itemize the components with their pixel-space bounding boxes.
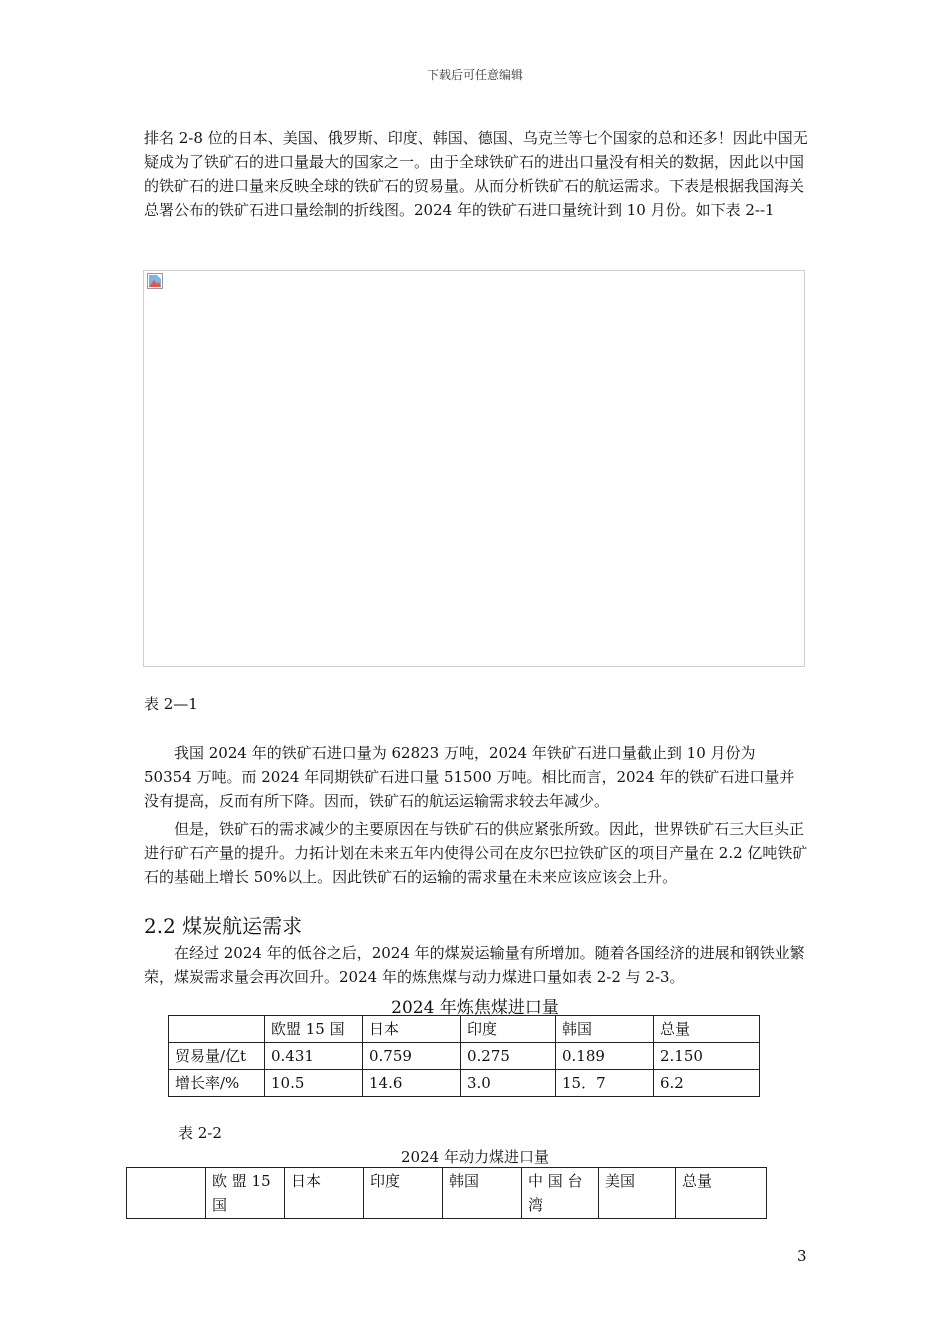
table-cell: 0.275 bbox=[461, 1043, 556, 1070]
table-cell: 15．7 bbox=[556, 1070, 654, 1097]
table-cell: 增长率/% bbox=[169, 1070, 265, 1097]
table-cell: 2.150 bbox=[654, 1043, 760, 1070]
section-heading: 2.2 煤炭航运需求 bbox=[144, 914, 303, 938]
table-row bbox=[169, 1070, 760, 1097]
table-cell: 3.0 bbox=[461, 1070, 556, 1097]
page-number: 3 bbox=[797, 1247, 807, 1265]
table-header-cell: 总量 bbox=[676, 1168, 767, 1219]
page-header: 下载后可任意编辑 bbox=[426, 68, 523, 82]
table-cell: 0.189 bbox=[556, 1043, 654, 1070]
thermal-coal-table bbox=[126, 1167, 767, 1219]
table-header-cell: 韩国 bbox=[556, 1016, 654, 1043]
table-header-cell: 欧 盟 15 国 bbox=[206, 1168, 285, 1219]
paragraph-supply: 但是，铁矿石的需求减少的主要原因在与铁矿石的供应紧张所致。因此，世界铁矿石三大巨头正进行矿石产量的提升。力拓计划在未来五年内使得公司在皮尔巴拉铁矿区的项目产量在 2.2 亿吨铁矿石的基础上增长 50%以上。因此铁矿石的运输的需求量在未来应该应该会上升。 bbox=[144, 820, 808, 886]
table2-title: 2024 年动力煤进口量 bbox=[401, 1148, 549, 1166]
paragraph-import-volume: 我国 2024 年的铁矿石进口量为 62823 万吨，2024 年铁矿石进口量截止到 10 月份为 50354 万吨。而 2024 年同期铁矿石进口量 51500 万吨。相比而言，2024 年的铁矿石进口量并没有提高，反而有所下降。因而，铁矿石的航运运输需求较去年减少。 bbox=[144, 744, 795, 810]
paragraph-iron-ore-import: 排名 2-8 位的日本、美国、俄罗斯、印度、韩国、德国、乌克兰等七个国家的总和还多！因此中国无疑成为了铁矿石的进口量最大的国家之一。由于全球铁矿石的进出口量没有相关的数据，因此以中国的铁矿石的进口量来反映全球的铁矿石的贸易量。从而分析铁矿石的航运需求。下表是根据我国海关总署公布的铁矿石进口量绘制的折线图。2024 年的铁矿石进口量统计到 10 月份。如下表 2--1 bbox=[144, 129, 808, 219]
table-header-cell: 印度 bbox=[461, 1016, 556, 1043]
table-cell: 0.431 bbox=[265, 1043, 363, 1070]
table-cell: 6.2 bbox=[654, 1070, 760, 1097]
table1-title: 2024 年炼焦煤进口量 bbox=[391, 998, 559, 1018]
table-header-cell bbox=[169, 1016, 265, 1043]
table-header-cell: 中 国 台 湾 bbox=[522, 1168, 599, 1219]
table-header-row bbox=[127, 1168, 767, 1219]
table-header-cell: 美国 bbox=[599, 1168, 676, 1219]
table-cell: 10.5 bbox=[265, 1070, 363, 1097]
table-row bbox=[169, 1043, 760, 1070]
table-cell: 14.6 bbox=[363, 1070, 461, 1097]
table-cell: 0.759 bbox=[363, 1043, 461, 1070]
table1-caption: 表 2-2 bbox=[178, 1124, 222, 1142]
chart-image-placeholder bbox=[143, 270, 805, 667]
table-header-cell: 日本 bbox=[363, 1016, 461, 1043]
table-header-cell: 总量 bbox=[654, 1016, 760, 1043]
table-header-cell: 韩国 bbox=[443, 1168, 522, 1219]
table-header-row bbox=[169, 1016, 760, 1043]
table-header-cell: 印度 bbox=[364, 1168, 443, 1219]
table-cell: 贸易量/亿t bbox=[169, 1043, 265, 1070]
broken-image-icon bbox=[147, 273, 163, 289]
coking-coal-table bbox=[168, 1015, 760, 1097]
figure-caption: 表 2—1 bbox=[144, 695, 198, 713]
table-header-cell: 日本 bbox=[285, 1168, 364, 1219]
table-header-cell: 欧盟 15 国 bbox=[265, 1016, 363, 1043]
paragraph-coal: 在经过 2024 年的低谷之后，2024 年的煤炭运输量有所增加。随着各国经济的进展和钢铁业繁荣，煤炭需求量会再次回升。2024 年的炼焦煤与动力煤进口量如表 2-2 与 2-3。 bbox=[144, 944, 805, 986]
table-header-cell bbox=[127, 1168, 206, 1219]
